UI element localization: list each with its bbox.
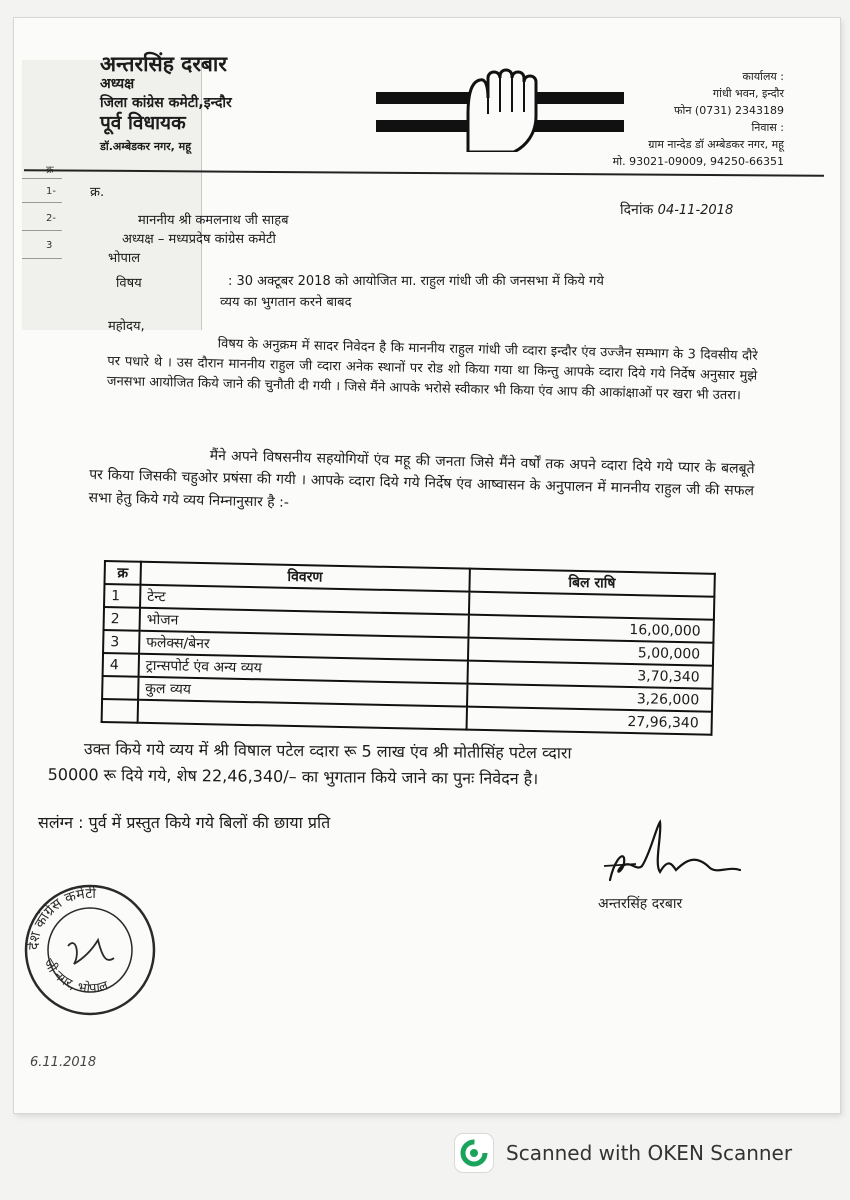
stamp-text: देश कांग्रेस कमेटी: [25, 885, 97, 951]
stamp-date: 6.11.2018: [30, 1055, 97, 1070]
scanner-footer: [454, 1133, 792, 1173]
row-description: कुल व्यय: [138, 677, 467, 707]
residence-label: निवास :: [751, 121, 784, 135]
row-amount: 27,96,340: [466, 707, 712, 735]
sender-name: अन्तरसिंह दरबार: [100, 52, 227, 76]
stamp-bottom-text: जी नगर, भोपाल: [40, 956, 110, 997]
mobile-numbers: मो. 93021-09009, 94250-66351: [612, 155, 784, 169]
oken-scanner-icon: [454, 1133, 494, 1173]
sender-address: डॉ.अम्बेडकर नगर, महू: [100, 140, 192, 154]
row-amount: 5,00,000: [468, 638, 714, 666]
row-number: 2: [104, 607, 140, 631]
row-description: टेन्ट: [140, 585, 469, 615]
office-label: कार्यालय :: [742, 70, 784, 83]
recipient-line: अध्यक्ष – मध्यप्रदेष कांग्रेस कमेटी: [122, 231, 276, 247]
residence-address: ग्राम नान्देड डॉ अम्बेडकर नगर, महू: [648, 138, 784, 152]
row-amount: 3,70,340: [467, 661, 713, 689]
office-place: गांधी भवन, इन्दौर: [712, 87, 784, 101]
reference-label: क्र.: [90, 185, 105, 200]
paragraph-2: मैंने अपने विषसनीय सहयोगियों एंव महू की जनता जिसे मैंने वर्षों तक अपने व्दारा दिये गये प्यार के बलबूते पर किया जिसकी चहुओर प्रषंसा की गयी । आपके व्दारा दिये गये निर्देष एंव आष्वासन के अनुपालन में माननीय राहुल जी की सफल सभा हेतु किये गये व्यय निम्नानुसार है :-: [88, 447, 755, 511]
subject-line: : 30 अक्टूबर 2018 को आयोजित मा. राहुल गांधी जी की जनसभा में किये गये: [228, 274, 604, 289]
closing-line: उक्त किये गये व्यय में श्री विषाल पटेल व्दारा रू 5 लाख एंव श्री मोतीसिंह पटेल व्दारा: [83, 739, 572, 763]
salutation: महोदय,: [108, 319, 145, 334]
closing-line: 50000 रू दिये गये, शेष 22,46,340/– का भुगतान किये जाने का पुनः निवेदन है।: [47, 765, 539, 789]
sender-org: जिला कांग्रेस कमेटी,इन्दौर: [100, 95, 232, 112]
scanner-watermark-text: Scanned with OKEN Scanner: [506, 1141, 793, 1165]
row-number: 1: [104, 584, 140, 608]
svg-text:देश कांग्रेस कमेटी: [25, 885, 97, 950]
row-amount: 3,26,000: [467, 684, 713, 712]
subject-text: [220, 272, 748, 314]
date-label: दिनांक: [620, 202, 654, 218]
row-description: फलेक्स/बेनर: [139, 631, 468, 661]
hand-symbol-icon: [376, 68, 624, 152]
recipient-block: [108, 212, 289, 269]
sender-role-former: पूर्व विधायक: [100, 112, 186, 135]
subject-line: व्यय का भुगतान करने बाबद: [220, 294, 352, 310]
row-amount: 16,00,000: [468, 615, 714, 643]
letterhead-right: [613, 68, 784, 170]
column-header: क्र: [104, 561, 140, 585]
attachment-note: सलंग्न : पुर्व में प्रस्तुत किये गये बिलों की छाया प्रति: [38, 813, 331, 832]
side-row-label: 1-: [46, 186, 56, 197]
side-row-label: 3: [46, 240, 53, 251]
subject-label: विषय: [116, 276, 142, 291]
paragraph-1: विषय के अनुक्रम में सादर निवेदन है कि माननीय राहुल गांधी जी व्दारा इन्दौर एंव उज्जैन सम्भाग के 3 दिवसीय दौरे पर पधारे थे । उस दौरान माननीय राहुल जी व्दारा अनेक स्थानों पर रोड शो किया गया था किन्तु आपके व्दारा दिये गये निर्देष अनुसार मुझे जनसभा आयोजित किये जाने की चुनौती दी गयी । जिसे मैंने आपके भरोसे स्वीकार भी किया एंव आप की आकांक्षाओं पर खरा भी उतरा।: [106, 336, 758, 404]
office-phone: फोन (0731) 2343189: [674, 104, 784, 118]
recipient-line: माननीय श्री कमलनाथ जी साहब: [138, 213, 289, 228]
row-number: 3: [103, 630, 139, 654]
recipient-line: भोपाल: [108, 250, 141, 266]
row-description: ट्रान्सपोर्ट एंव अन्य व्यय: [139, 654, 468, 684]
column-header: विवरण: [140, 562, 469, 592]
date-value: 04-11-2018: [657, 203, 734, 218]
column-header: बिल राषि: [469, 569, 715, 597]
row-description: भोजन: [139, 608, 468, 638]
sender-role: अध्यक्ष: [100, 76, 135, 93]
signature-name: अन्तरसिंह दरबार: [598, 896, 683, 912]
side-row-label: 2-: [46, 213, 56, 224]
closing-paragraph: [47, 736, 764, 795]
row-number: [102, 676, 138, 700]
date-line: [620, 200, 733, 219]
office-stamp-icon: [20, 880, 160, 1020]
row-number: [102, 699, 138, 723]
expense-table: [101, 560, 716, 736]
signature-image: [600, 818, 750, 890]
letterhead-left: [100, 52, 232, 154]
row-number: 4: [103, 653, 139, 677]
